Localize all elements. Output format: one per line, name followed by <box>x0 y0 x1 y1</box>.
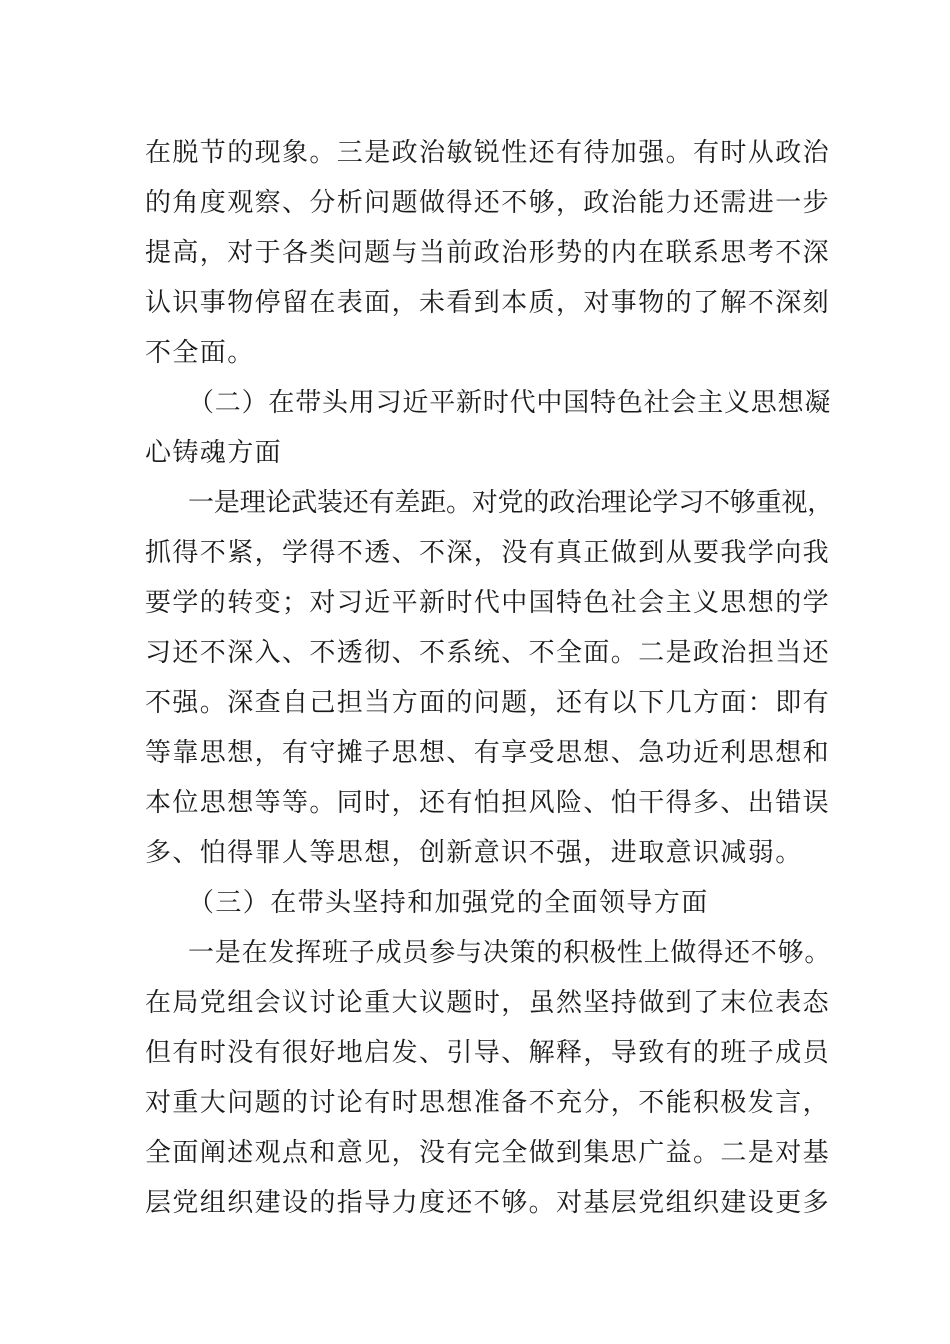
text-line: 不强。深查自己担当方面的问题，还有以下几方面：即有 <box>145 688 831 718</box>
text-line: 在脱节的现象。三是政治敏锐性还有待加强。有时从政治 <box>145 138 831 168</box>
text-line: 认识事物停留在表面，未看到本质，对事物的了解不深刻 <box>145 288 831 318</box>
text-line: 等靠思想，有守摊子思想、有享受思想、急功近利思想和 <box>145 738 831 768</box>
text-line: 对重大问题的讨论有时思想准备不充分，不能积极发言， <box>145 1088 831 1118</box>
paragraph-start: 一是在发挥班子成员参与决策的积极性上做得还不够。 <box>188 938 832 968</box>
text-line: 习还不深入、不透彻、不系统、不全面。二是政治担当还 <box>145 638 831 668</box>
text-line: 不全面。 <box>145 338 255 368</box>
section-heading: （二）在带头用习近平新时代中国特色社会主义思想凝 <box>188 388 832 418</box>
text-line: 本位思想等等。同时，还有怕担风险、怕干得多、出错误 <box>145 788 831 818</box>
text-line: 要学的转变；对习近平新时代中国特色社会主义思想的学 <box>145 588 831 618</box>
text-line: 提高，对于各类问题与当前政治形势的内在联系思考不深 <box>145 238 831 268</box>
text-line: 但有时没有很好地启发、引导、解释，导致有的班子成员 <box>145 1038 831 1068</box>
text-line: 抓得不紧，学得不透、不深，没有真正做到从要我学向我 <box>145 538 831 568</box>
text-line: 多、怕得罪人等思想，创新意识不强，进取意识减弱。 <box>145 838 803 868</box>
paragraph-start: 一是理论武装还有差距。对党的政治理论学习不够重视， <box>188 488 834 518</box>
text-line: 在局党组会议讨论重大议题时，虽然坚持做到了末位表态 <box>145 988 831 1018</box>
text-line: 的角度观察、分析问题做得还不够，政治能力还需进一步 <box>145 188 831 218</box>
section-heading-continued: 心铸魂方面 <box>145 438 283 468</box>
text-line: 层党组织建设的指导力度还不够。对基层党组织建设更多 <box>145 1188 831 1218</box>
text-line: 全面阐述观点和意见，没有完全做到集思广益。二是对基 <box>145 1138 831 1168</box>
section-heading: （三）在带头坚持和加强党的全面领导方面 <box>188 888 709 918</box>
